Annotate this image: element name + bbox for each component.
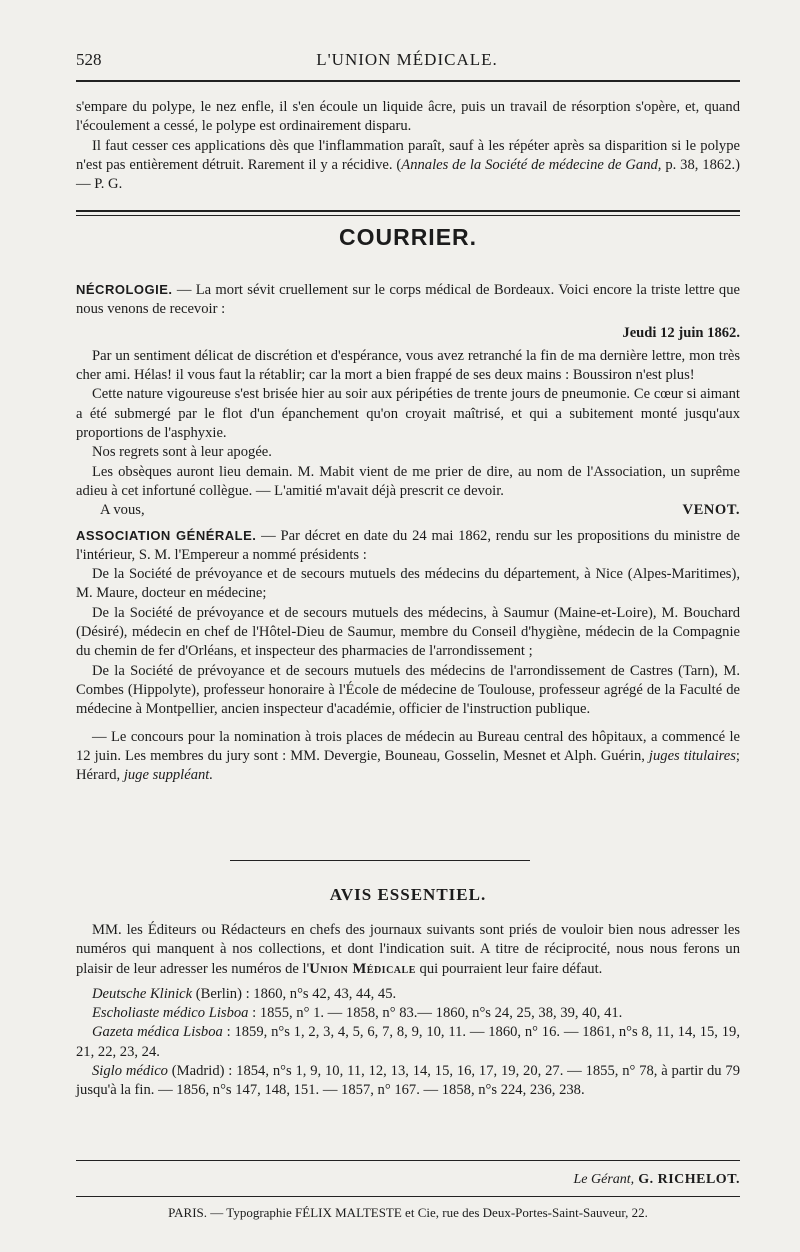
polype-source: Annales de la Société de médecine de Gand, (401, 156, 662, 173)
journal-entry (76, 1062, 740, 1101)
avis-section (76, 921, 740, 1101)
journal-missing-issues: (Madrid) : 1854, n°s 1, 9, 10, 11, 12, 13, 14, 15, 16, 17, 19, 20, 27. — 1855, n° 78, à partir du 79 jusqu'à la fin. — 1856, n°s 147, 148, 151. — 1857, n° 167. — 1858, n°s 224, 236, 238. (76, 1063, 740, 1099)
journal-missing-issues: : 1859, n°s 1, 2, 3, 4, 5, 6, 7, 8, 9, 10, 11. — 1860, n° 16. — 1861, n°s 8, 11, 14, 15, 19, 21, 22, 23, 24. (76, 1024, 740, 1060)
polype-article (76, 98, 740, 194)
journal-entry (76, 1004, 740, 1023)
journal-name: Escholiaste médico Lisboa (92, 1005, 249, 1022)
association-label: ASSOCIATION GÉNÉRALE. (76, 527, 257, 543)
association-paragraph: ASSOCIATION GÉNÉRALE. — Par décret en date du 24 mai 1862, rendu sur les propositions du ministre de l'intérieur, S. M. l'Empereur a nommé présidents : (76, 527, 740, 563)
letter-closing: A vous, (100, 502, 145, 519)
journal-entry (76, 1023, 740, 1062)
association-nice: De la Société de prévoyance et de secours mutuels des médecins du département, à Nice (Alpes-Maritimes), M. Maure, docteur en médecine; (76, 566, 740, 602)
page-header (76, 50, 738, 74)
header-rule (76, 80, 740, 82)
avis-title-block (76, 885, 740, 911)
gerant-signature: Le Gérant, G. RICHELOT. (573, 1172, 740, 1187)
letter-paragraph-3: Nos regrets sont à leur apogée. (92, 444, 272, 461)
section-rule-bottom (76, 215, 740, 216)
printer-line: PARIS. — Typographie FÉLIX MALTESTE et Cie, rue des Deux-Portes-Saint-Sauveur, 22. (168, 1205, 648, 1220)
letter-paragraph-2: Cette nature vigoureuse s'est brisée hier au soir aux péripéties de trente jours de pneumonie. Ce cœur si aimant a été submergé par le flot d'un épanchement qu'on croyait maîtrisé, et qui a subitement monté jusqu'aux proportions de l'asphyxie. (76, 386, 740, 442)
journal-missing-issues: (Berlin) : 1860, n°s 42, 43, 44, 45. (192, 985, 397, 1002)
letter-paragraph-1: Par un sentiment délicat de discrétion et d'espérance, vous avez retranché la fin de ma dernière lettre, mon très cher ami. Hélas! il vous faut la rétablir; car la mort a bien frappé de ses deux mains : Boussiron n'est plus! (76, 347, 740, 384)
avis-intro: MM. les Éditeurs ou Rédacteurs en chefs des journaux suivants sont priés de vouloir bien nous adresser les numéros qui manquent à nos collections, et dont l'indication suit. A titre de réciprocité, nous nous ferons un plaisir de leur adresser les numéros de l'Union Médicale qui pourraient leur faire défaut. (76, 922, 740, 977)
journal-name: Gazeta médica Lisboa (92, 1024, 223, 1041)
journal-entry (76, 985, 740, 1004)
journal-list (76, 985, 740, 1101)
letter-date: Jeudi 12 juin 1862. (622, 324, 740, 341)
journal-name: Siglo médico (92, 1063, 168, 1080)
polype-paragraph-2: Il faut cesser ces applications dès que l'inflammation paraît, sauf à les répéter après sa disparition si le polype n'est pas entièrement détruit. Rarement il y a récidive. (Annales de la Société de médecine de Gand, p. 38, 1862.) — P. G. (76, 137, 740, 193)
section-rule-top (76, 210, 740, 212)
association-castres: De la Société de prévoyance et de secours mutuels des médecins de l'arrondissement de Castres (Tarn), M. Combes (Hippolyte), professeur honoraire à l'École de médecine de Toulouse, professeur agrégé de la Faculté de médecine à Montpellier, ancien inspecteur d'académie, officier de l'instruction publique. (76, 662, 740, 718)
letter-paragraph-4: Les obsèques auront lieu demain. M. Mabit vient de me prier de dire, au nom de l'Association, un suprême adieu à cet infortuné collègue. — L'amitié m'avait déjà prescrit ce devoir. (76, 463, 740, 499)
courrier-title: COURRIER. (338, 224, 478, 250)
polype-paragraph-1: s'empare du polype, le nez enfle, il s'en écoule un liquide âcre, puis un travail de résorption s'opère, et, quand l'écoulement a cessé, le polype est ordinairement disparu. (76, 99, 740, 135)
journal-name: Deutsche Klinick (92, 985, 193, 1002)
concours-paragraph: — Le concours pour la nomination à trois places de médecin au Bureau central des hôpitaux, a commencé le 12 juin. Les membres du jury sont : MM. Devergie, Bouneau, Gosselin, Mesnet et Alph. Guérin, juges titulaires; Hérard, juge suppléant. (76, 728, 740, 784)
association-saumur: De la Société de prévoyance et de secours mutuels des médecins, à Saumur (Maine-et-Loire), M. Bouchard (Désiré), médecin en chef de l'Hôtel-Dieu de Saumur, membre du Conseil d'hygiène, médecin de la Compagnie du chemin de fer d'Orléans, et inspecteur des pharmacies de l'arrondissement ; (76, 604, 740, 660)
avis-rule (230, 860, 530, 861)
letter-signature-line (76, 501, 740, 520)
necrologie-paragraph: NÉCROLOGIE. — La mort sévit cruellement sur le corps médical de Bordeaux. Voici encore la triste lettre que nous venons de recevoir : (76, 282, 740, 318)
avis-title: AVIS ESSENTIEL. (329, 885, 487, 904)
footer-rule (76, 1160, 740, 1161)
courrier-section (76, 280, 740, 785)
journal-missing-issues: : 1855, n° 1. — 1858, n° 83.— 1860, n°s 24, 25, 38, 39, 40, 41. (248, 1005, 623, 1022)
printer-rule (76, 1196, 740, 1197)
page-number: 528 (76, 50, 102, 69)
necrologie-label: NÉCROLOGIE. (76, 282, 173, 297)
courrier-title-block (76, 224, 740, 258)
journal-title: L'UNION MÉDICALE. (316, 50, 498, 69)
letter-signature: VENOT. (682, 502, 740, 519)
